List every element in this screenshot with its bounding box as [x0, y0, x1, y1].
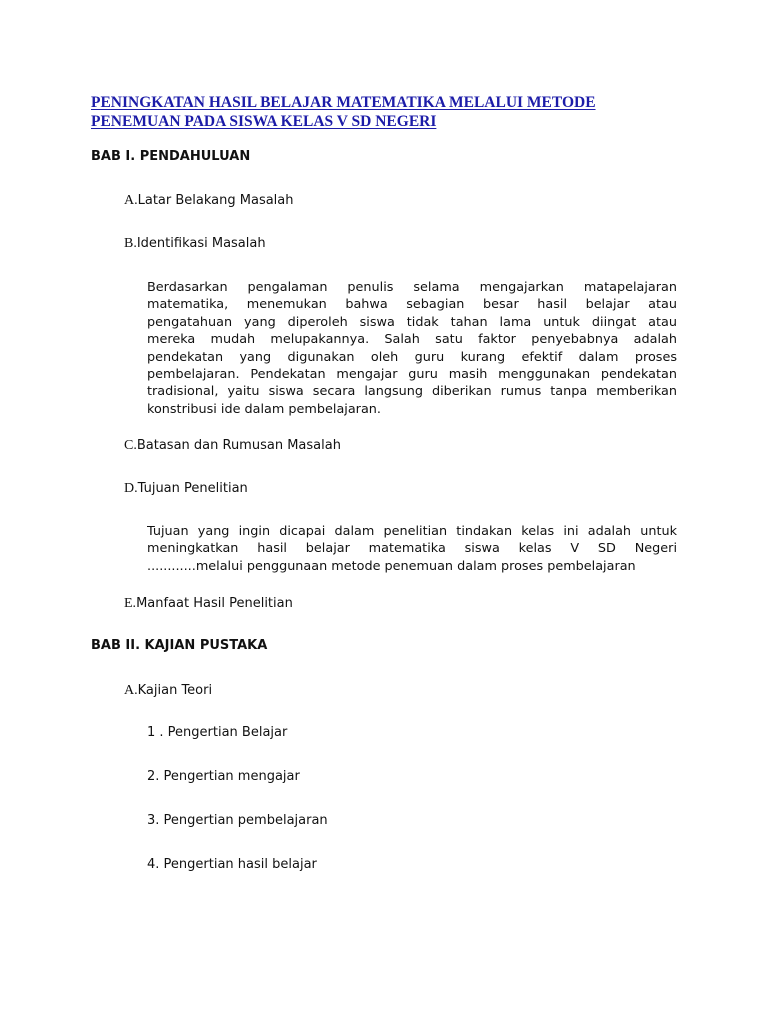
bab1-item-c	[124, 437, 341, 454]
tujuan-line-2: meningkatkan hasil belajar matematika siswa kelas V SD Negeri	[147, 541, 677, 557]
bab2-subitem-4: 4. Pengertian hasil belajar	[147, 857, 317, 872]
bab1-item-e-label: Manfaat Hasil Penelitian	[136, 596, 293, 611]
identifikasi-line-6: pembelajaran. Pendekatan mengajar guru masih menggunakan pendekatan	[147, 366, 677, 382]
bab2-item-a-label: Kajian Teori	[137, 683, 213, 698]
bab2-subitem-1: 1 . Pengertian Belajar	[147, 725, 288, 740]
identifikasi-line-5: pendekatan yang digunakan oleh guru kurang efektif dalam proses	[147, 349, 677, 365]
bab1-item-e	[124, 595, 293, 612]
identifikasi-line-4: mereka mudah melupakannya. Salah satu faktor penyebabnya adalah	[147, 332, 677, 348]
tujuan-line-1: Tujuan yang ingin dicapai dalam penelitian tindakan kelas ini adalah untuk	[147, 524, 677, 539]
bab1-paragraph-identifikasi	[147, 279, 677, 418]
identifikasi-line-7: tradisional, yaitu siswa secara langsung diberikan rumus tanpa memberikan	[147, 384, 677, 400]
bab1-item-c-label: Batasan dan Rumusan Masalah	[136, 438, 341, 453]
document-title-line-2: PENEMUAN PADA SISWA KELAS V SD NEGERI	[91, 113, 437, 130]
bab1-heading: BAB I. PENDAHULUAN	[91, 149, 251, 164]
bab1-paragraph-tujuan	[147, 523, 677, 575]
bab1-item-d-letter: D.	[124, 481, 138, 496]
bab2-subitem-3: 3. Pengertian pembelajaran	[147, 813, 328, 828]
bab1-item-b-label: Identifikasi Masalah	[136, 236, 266, 251]
bab1-item-e-letter: E.	[124, 596, 137, 611]
identifikasi-line-8: konstribusi ide dalam pembelajaran.	[147, 401, 381, 417]
identifikasi-line-3: pengatahuan yang diperoleh siswa tidak tahan lama untuk diingat atau	[147, 314, 677, 330]
identifikasi-line-2: matematika, menemukan bahwa sebagian besar hasil belajar atau	[147, 297, 677, 313]
bab2-heading: BAB II. KAJIAN PUSTAKA	[91, 638, 268, 653]
bab1-item-a	[124, 192, 294, 209]
document-title-line-1: PENINGKATAN HASIL BELAJAR MATEMATIKA MELALUI METODE	[91, 94, 596, 111]
bab2-item-a-letter: A.	[124, 683, 138, 698]
bab2-subitem-2: 2. Pengertian mengajar	[147, 769, 300, 784]
identifikasi-line-1: Berdasarkan pengalaman penulis selama mengajarkan matapelajaran	[147, 280, 677, 295]
bab1-item-a-label: Latar Belakang Masalah	[137, 193, 294, 208]
bab1-item-b	[124, 235, 266, 252]
bab2-item-a	[124, 682, 212, 699]
bab1-item-b-letter: B.	[124, 236, 137, 251]
bab1-item-d-label: Tujuan Penelitian	[137, 481, 248, 496]
bab1-item-c-letter: C.	[124, 438, 137, 453]
bab1-item-a-letter: A.	[124, 193, 138, 208]
tujuan-line-3: ............melalui penggunaan metode penemuan dalam proses pembelajaran	[147, 558, 636, 574]
bab1-item-d	[124, 480, 248, 497]
